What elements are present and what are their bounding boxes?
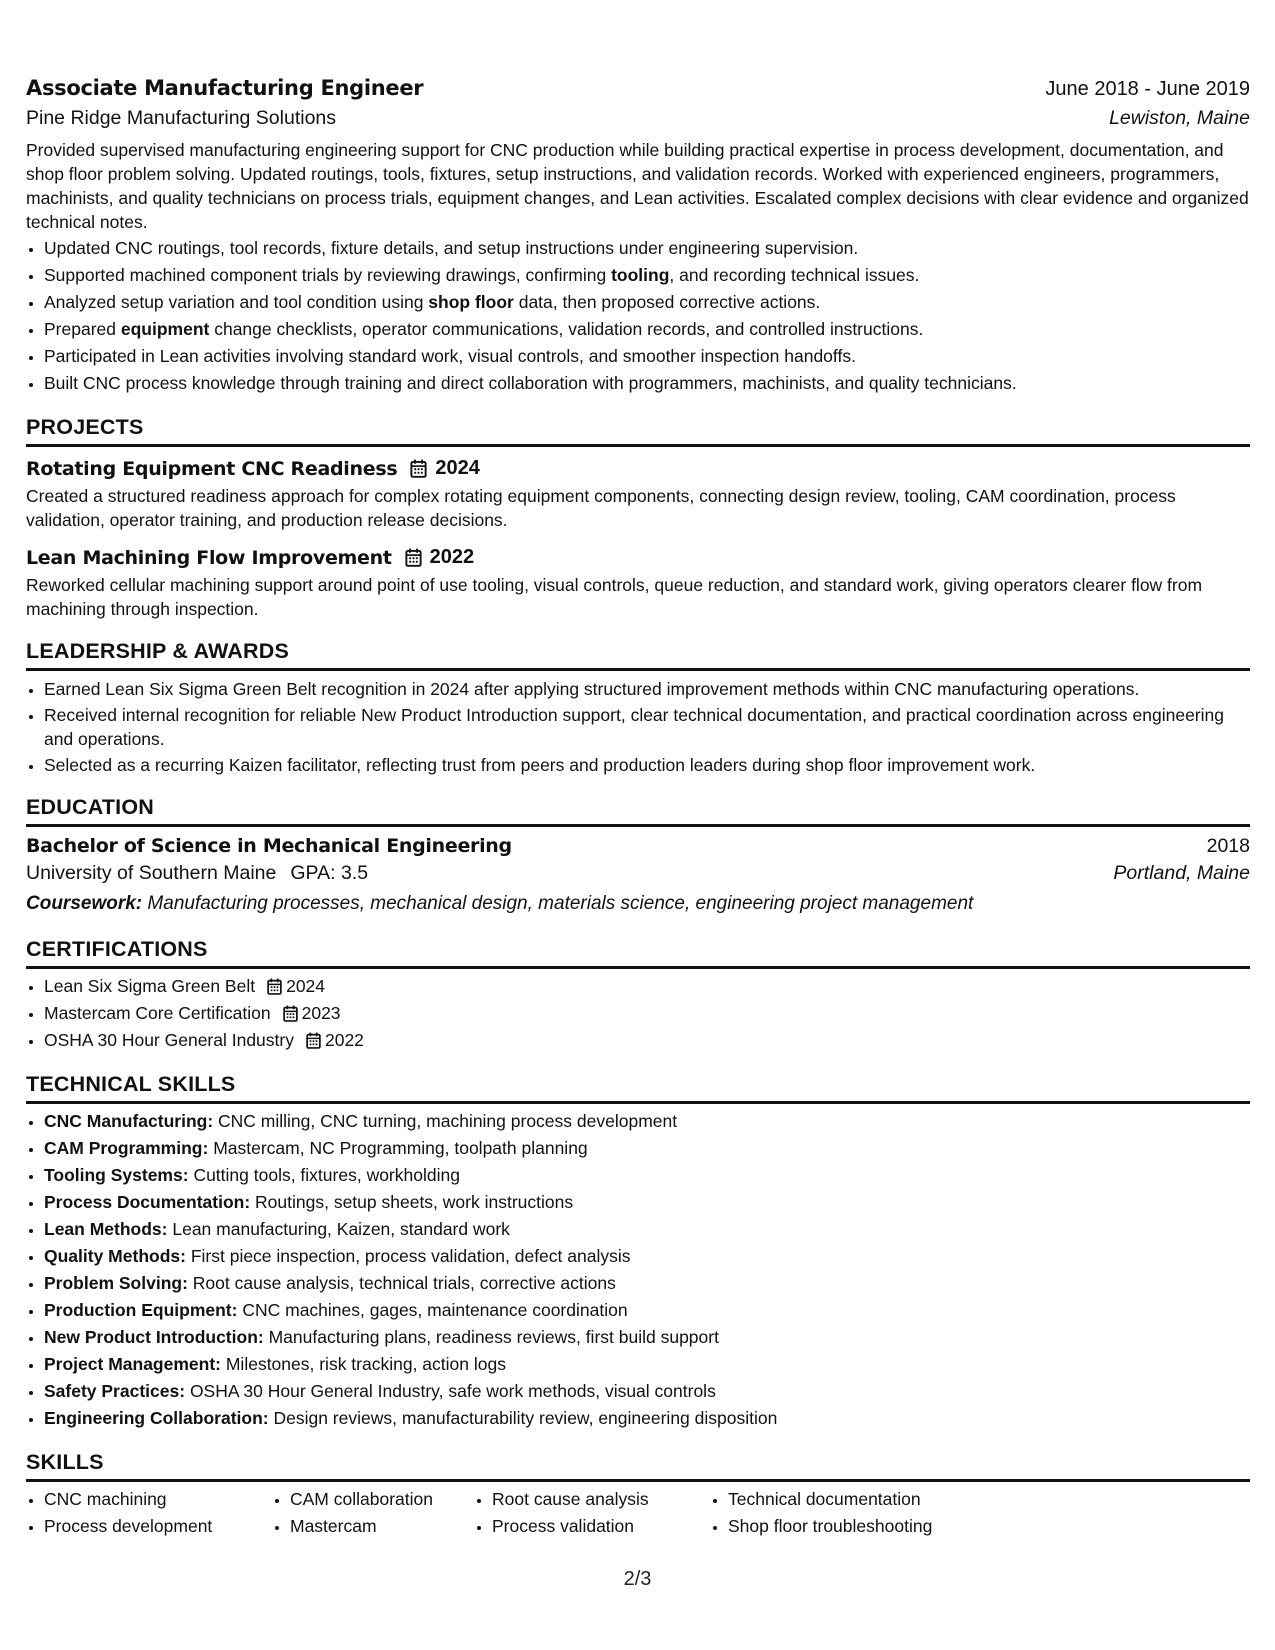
skill-item: • Process development [44, 1513, 272, 1540]
skill-item: • Process validation [492, 1513, 710, 1540]
technical-skill-item: • CNC Manufacturing: CNC milling, CNC turning, machining process development [44, 1108, 1250, 1135]
section-title-education: EDUCATION [26, 795, 1250, 827]
skills-column [26, 1486, 272, 1540]
leadership-item: • Received internal recognition for reliable New Product Introduction support, clear technical documentation, and practical coordination across engineering and operations. [44, 703, 1250, 751]
technical-skill-item: • Safety Practices: OSHA 30 Hour General Industry, safe work methods, visual controls [44, 1378, 1250, 1405]
skill-item: • CAM collaboration [290, 1486, 474, 1513]
leadership-item: • Earned Lean Six Sigma Green Belt recognition in 2024 after applying structured improvement methods within CNC manufacturing operations. [44, 677, 1250, 701]
graduation-year: 2018 [1206, 835, 1250, 857]
job-bullet: • Supported machined component trials by reviewing drawings, confirming tooling, and recording technical issues. [44, 262, 1250, 289]
technical-skill-item: • CAM Programming: Mastercam, NC Programming, toolpath planning [44, 1135, 1250, 1162]
technical-skill-item: • Tooling Systems: Cutting tools, fixtures, workholding [44, 1162, 1250, 1189]
section-title-projects: PROJECTS [26, 415, 1250, 447]
company-name: Pine Ridge Manufacturing Solutions [26, 107, 337, 129]
section-title-technical-skills: TECHNICAL SKILLS [26, 1072, 1250, 1104]
gpa: GPA: 3.5 [290, 862, 369, 884]
job-bullets [26, 235, 1250, 397]
certifications-list [26, 973, 1250, 1054]
technical-skills-section [26, 1072, 1250, 1432]
technical-skill-item: • Problem Solving: Root cause analysis, technical trials, corrective actions [44, 1270, 1250, 1297]
project-year: 2024 [435, 457, 480, 479]
technical-skill-item: • New Product Introduction: Manufacturing plans, readiness reviews, first build support [44, 1324, 1250, 1351]
job-title: Associate Manufacturing Engineer [26, 76, 424, 100]
technical-skill-item: • Lean Methods: Lean manufacturing, Kaizen, standard work [44, 1216, 1250, 1243]
certification-year: 2022 [324, 1030, 364, 1050]
skill-item: • Mastercam [290, 1513, 474, 1540]
resume-page [26, 76, 1250, 1540]
coursework-label: Coursework: [26, 893, 143, 914]
technical-skills-list [26, 1108, 1250, 1432]
job-dates: June 2018 - June 2019 [1045, 78, 1250, 100]
skills-column [474, 1486, 710, 1540]
job-bullet: • Built CNC process knowledge through training and direct collaboration with programmers, machinists, and quality technicians. [44, 370, 1250, 397]
project-item [26, 546, 1250, 621]
technical-skill-item: • Process Documentation: Routings, setup sheets, work instructions [44, 1189, 1250, 1216]
job-location: Lewiston, Maine [1109, 107, 1250, 129]
certification-name: • Lean Six Sigma Green Belt [44, 976, 256, 996]
skill-item: • Technical documentation [728, 1486, 988, 1513]
calendar-icon [306, 1032, 321, 1049]
calendar-icon [405, 548, 422, 567]
calendar-icon [410, 459, 427, 478]
project-description: Created a structured readiness approach for complex rotating equipment components, connecting design review, tooling, CAM coordination, process validation, operator training, and production release decisions. [26, 486, 1176, 530]
experience-entry [26, 76, 1250, 397]
calendar-icon [267, 978, 282, 995]
project-year: 2022 [429, 546, 475, 568]
education-section [26, 795, 1250, 915]
project-description: Reworked cellular machining support around point of use tooling, visual controls, queue reduction, and standard work, giving operators clearer flow from machining through inspection. [26, 575, 1203, 619]
skill-item: • Root cause analysis [492, 1486, 710, 1513]
certification-name: • OSHA 30 Hour General Industry [44, 1030, 294, 1050]
projects-section [26, 415, 1250, 621]
certifications-section [26, 937, 1250, 1054]
technical-skill-item: • Production Equipment: CNC machines, gages, maintenance coordination [44, 1297, 1250, 1324]
skill-item: • Shop floor troubleshooting [728, 1513, 988, 1540]
certification-year: 2023 [301, 1003, 341, 1023]
certification-item [44, 1027, 1250, 1054]
calendar-icon [283, 1005, 298, 1022]
project-item [26, 457, 1250, 532]
degree: Bachelor of Science in Mechanical Engineering [26, 835, 512, 857]
technical-skill-item: • Quality Methods: First piece inspection, process validation, defect analysis [44, 1243, 1250, 1270]
skills-column [710, 1486, 988, 1540]
coursework-text: Manufacturing processes, mechanical design, materials science, engineering project management [147, 893, 974, 914]
skills-section [26, 1450, 1250, 1540]
technical-skill-item: • Project Management: Milestones, risk tracking, action logs [44, 1351, 1250, 1378]
skills-grid [26, 1486, 1250, 1540]
job-bullet: • Updated CNC routings, tool records, fixture details, and setup instructions under engineering supervision. [44, 235, 1250, 262]
leadership-section [26, 639, 1250, 777]
page-number: 2/3 [623, 1568, 652, 1590]
job-bullet: • Participated in Lean activities involving standard work, visual controls, and smoother inspection handoffs. [44, 343, 1250, 370]
skills-column [272, 1486, 474, 1540]
job-summary: Provided supervised manufacturing engineering support for CNC production while building practical expertise in process development, documentation, and shop floor problem solving. Updated routings, tools, fixtures, setup instructions, and validation records. Worked with experienced engineers, programmers, machinists, and quality technicians on process trials, equipment changes, and Lean activities. Escalated complex decisions with clear evidence and organized technical notes. [26, 140, 1249, 232]
technical-skill-item: • Engineering Collaboration: Design reviews, manufacturability review, engineering disposition [44, 1405, 1250, 1432]
job-bullet: • Prepared equipment change checklists, operator communications, validation records, and controlled instructions. [44, 316, 1250, 343]
project-name: Rotating Equipment CNC Readiness [26, 457, 398, 480]
school-location: Portland, Maine [1113, 862, 1250, 884]
coursework [26, 893, 1250, 915]
project-name: Lean Machining Flow Improvement [26, 546, 392, 569]
certification-year: 2024 [286, 976, 326, 996]
section-title-certifications: CERTIFICATIONS [26, 937, 1250, 969]
leadership-item: • Selected as a recurring Kaizen facilitator, reflecting trust from peers and production leaders during shop floor improvement work. [44, 753, 1250, 777]
certification-item [44, 973, 1250, 1000]
certification-name: • Mastercam Core Certification [44, 1003, 271, 1023]
school-name: University of Southern Maine [26, 862, 277, 884]
skill-item: • CNC machining [44, 1486, 272, 1513]
certification-item [44, 1000, 1250, 1027]
job-bullet: • Analyzed setup variation and tool condition using shop floor data, then proposed corrective actions. [44, 289, 1250, 316]
section-title-skills: SKILLS [26, 1450, 1250, 1482]
section-title-leadership: LEADERSHIP & AWARDS [26, 639, 1250, 671]
leadership-list [26, 677, 1250, 777]
